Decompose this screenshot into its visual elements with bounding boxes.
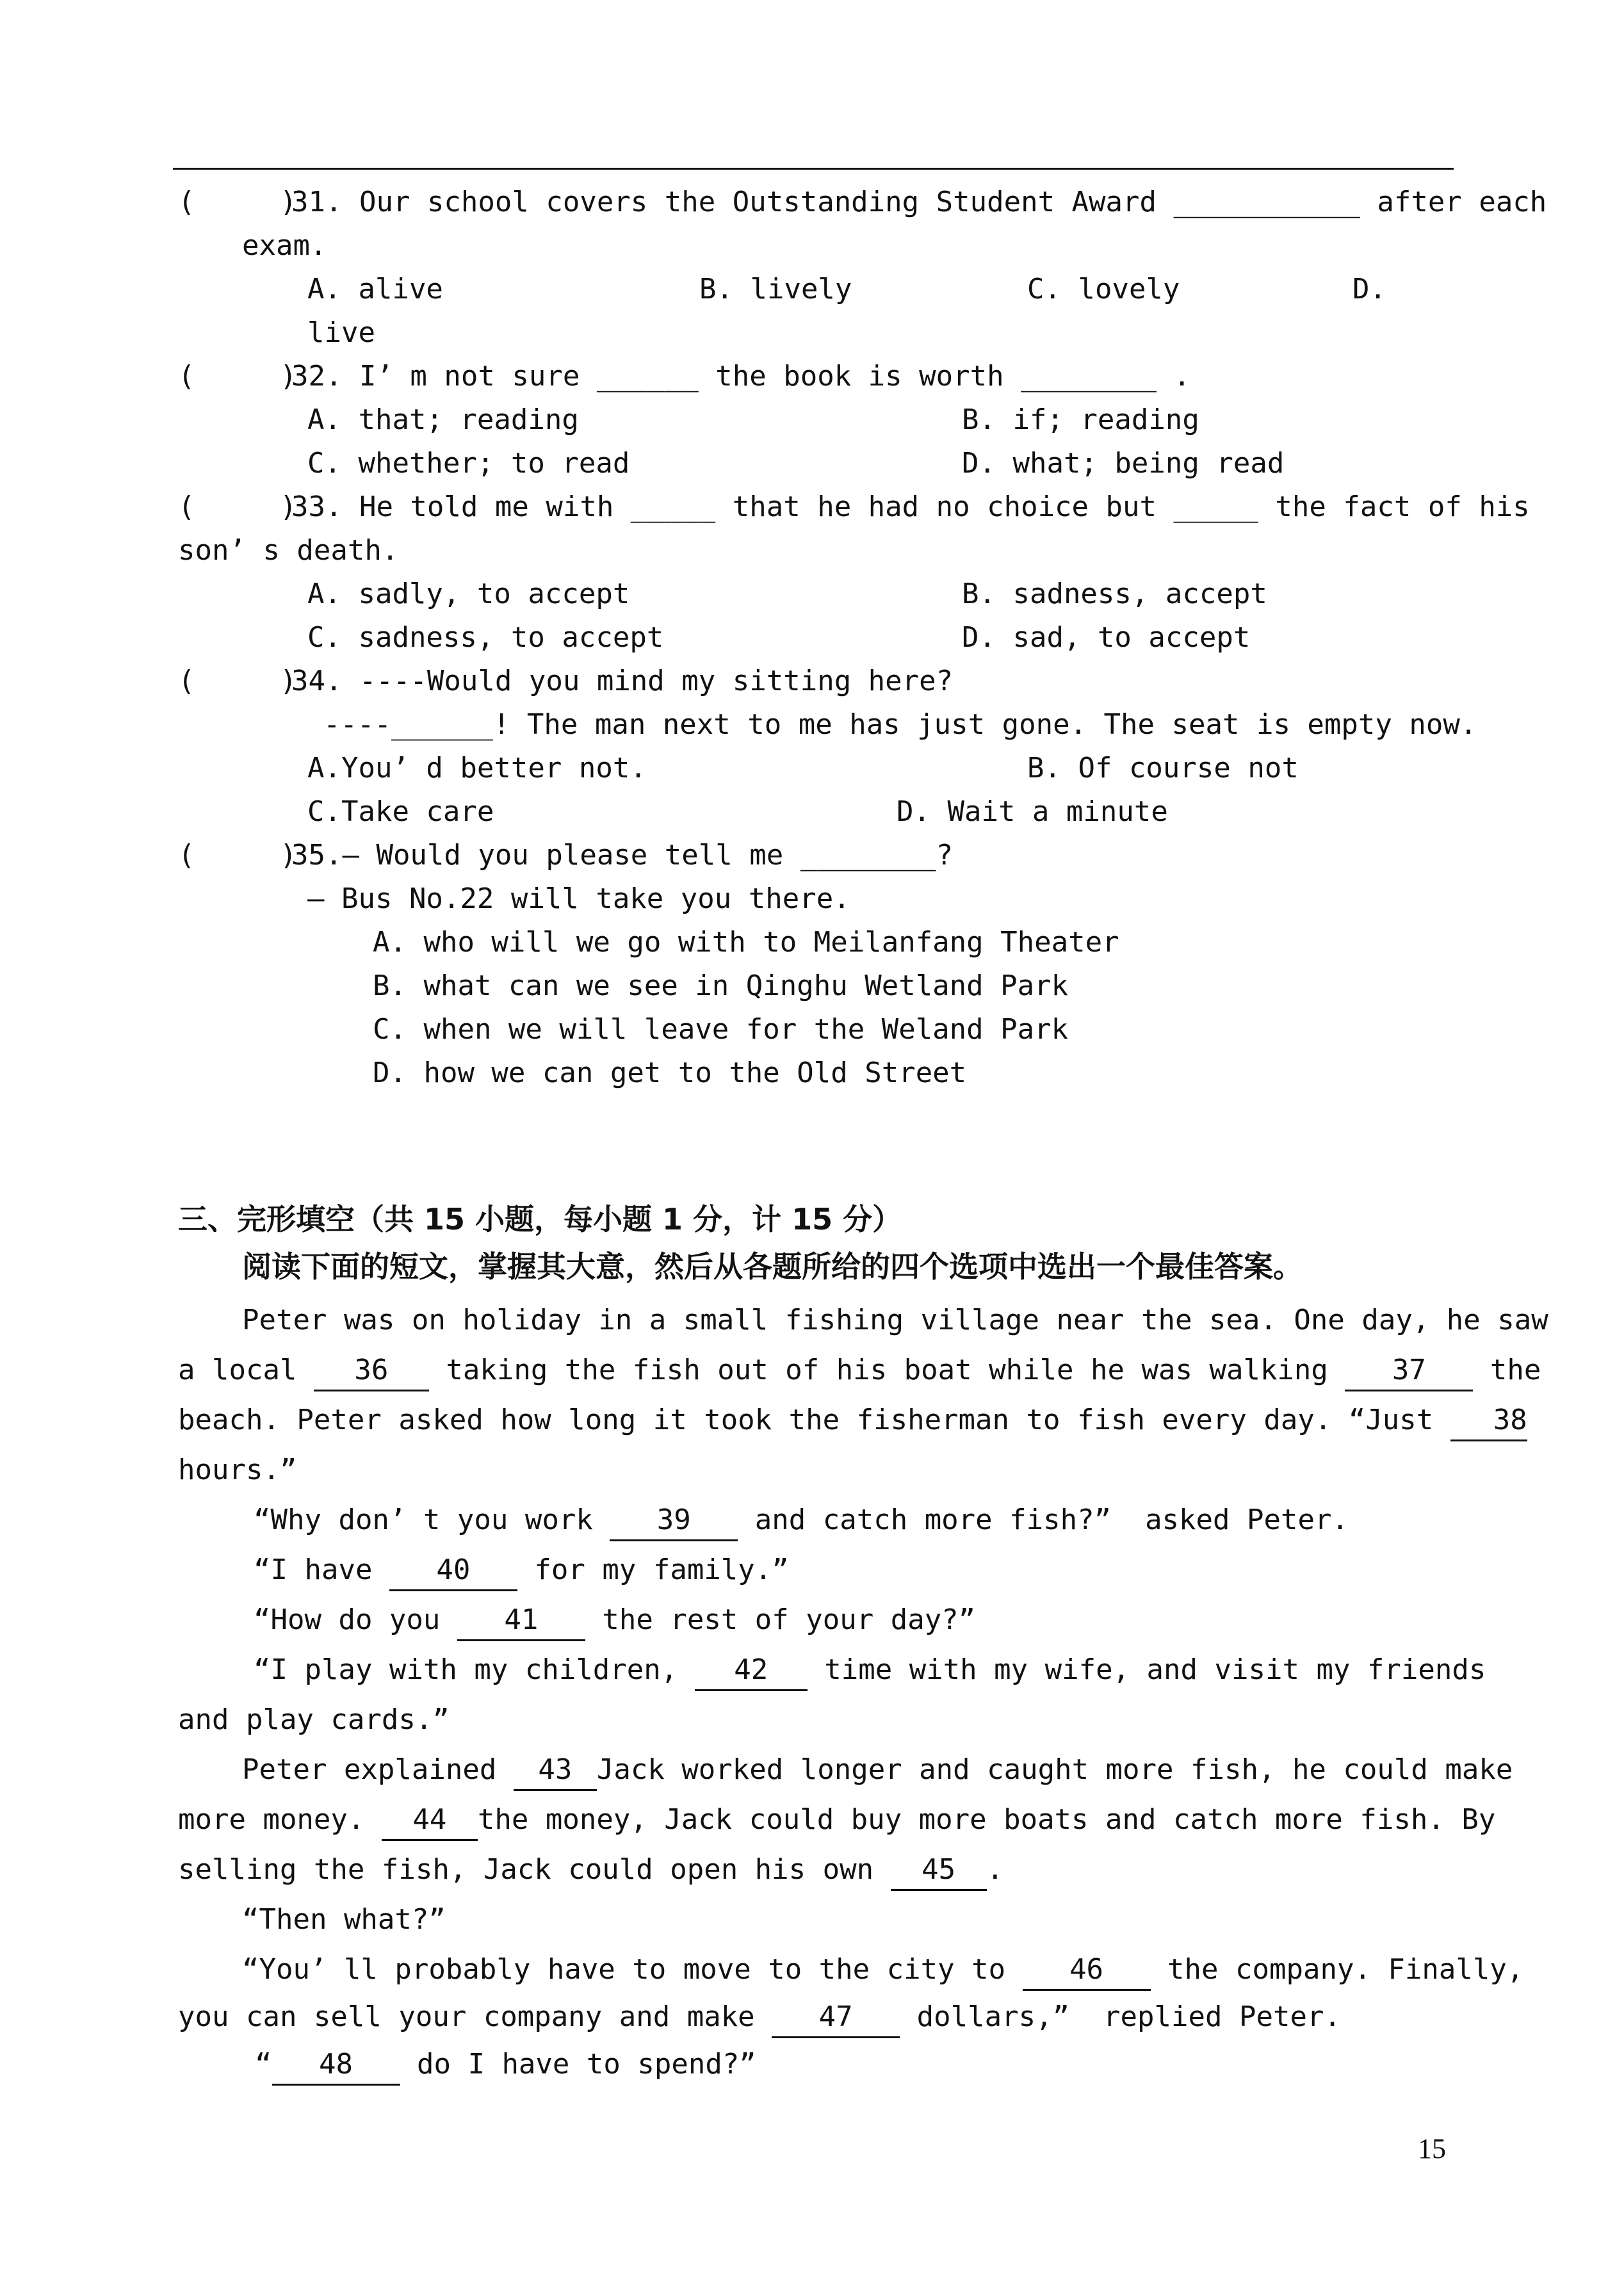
passage-text: “Why don’ t you work — [254, 1504, 610, 1536]
q33-option-c: C. sadness, to accept — [307, 621, 664, 654]
q34-bracket: ( ) — [178, 665, 297, 697]
q33-option-b: B. sadness, accept — [962, 578, 1267, 610]
q32-option-c: C. whether; to read — [307, 447, 630, 480]
passage-line-11 — [178, 1798, 1495, 1842]
q31-stem-a: 31. Our school covers the Outstanding Student Award — [291, 186, 1174, 218]
passage-text: dollars,” replied Peter. — [900, 2000, 1341, 2033]
q35-option-c: C. when we will leave for the Weland Park — [373, 1013, 1069, 1046]
passage-text: for my family.” — [517, 1553, 789, 1586]
blank-46: 46 — [1023, 1950, 1151, 1991]
passage-text: the company. Finally, — [1150, 1953, 1524, 1986]
passage-line-1: Peter was on holiday in a small fishing village near the sea. One day, he saw — [242, 1304, 1548, 1336]
passage-line-3 — [178, 1399, 1527, 1442]
passage-text: beach. Peter asked how long it took the fisherman to fish every day. “Just — [178, 1404, 1450, 1436]
q31-option-c: C. lovely — [1027, 273, 1180, 305]
passage-text: Jack worked longer and caught more fish, he could make — [596, 1753, 1513, 1786]
q35-option-b: B. what can we see in Qinghu Wetland Park — [373, 969, 1069, 1002]
q31-stem-b: after each — [1360, 186, 1547, 218]
q33-stem-cont: son’ s death. — [178, 534, 399, 567]
passage-text: and catch more fish?” asked Peter. — [738, 1504, 1349, 1536]
passage-line-9: and play cards.” — [178, 1703, 450, 1736]
passage-text: “I play with my children, — [254, 1653, 695, 1686]
q32-bracket: ( ) — [178, 360, 297, 393]
passage-line-6 — [254, 1548, 789, 1592]
passage-text: the — [1473, 1354, 1541, 1386]
q32-stem: 32. I’ m not sure ______ the book is worth ________ . — [291, 360, 1190, 393]
passage-line-16 — [255, 2043, 756, 2086]
q31-stem — [291, 181, 1547, 224]
passage-text: the money, Jack could buy more boats and catch more fish. By — [477, 1803, 1496, 1836]
passage-text: “I have — [254, 1553, 389, 1586]
q35-option-a: A. who will we go with to Meilanfang Theater — [373, 926, 1119, 959]
q33-option-d: D. sad, to accept — [962, 621, 1251, 654]
blank-39: 39 — [610, 1501, 738, 1541]
passage-text: the rest of your day?” — [585, 1603, 976, 1636]
passage-line-4: hours.” — [178, 1454, 297, 1486]
blank-37: 37 — [1345, 1351, 1473, 1391]
passage-text: more money. — [178, 1803, 382, 1836]
section3-instruction: 阅读下面的短文，掌握其大意，然后从各题所给的四个选项中选出一个最佳答案。 — [242, 1249, 1303, 1284]
q32-option-d: D. what; being read — [962, 447, 1285, 480]
q31-option-a: A. alive — [307, 273, 443, 305]
q35-option-d: D. how we can get to the Old Street — [373, 1057, 967, 1089]
q34-option-b: B. Of course not — [1027, 752, 1299, 784]
q34-option-c: C.Take care — [307, 795, 494, 828]
top-rule — [173, 168, 1454, 170]
passage-text: time with my wife, and visit my friends — [807, 1653, 1486, 1686]
blank-47: 47 — [772, 1998, 900, 2038]
q33-bracket: ( ) — [178, 491, 297, 523]
blank-48: 48 — [272, 2045, 400, 2086]
passage-line-12 — [178, 1848, 1003, 1892]
q34-stem: 34. ----Would you mind my sitting here? — [291, 665, 954, 697]
passage-line-8 — [254, 1648, 1486, 1692]
passage-text: Peter explained — [242, 1753, 514, 1786]
q32-option-a: A. that; reading — [307, 403, 579, 436]
passage-line-2 — [178, 1349, 1541, 1392]
passage-text: do I have to spend?” — [400, 2048, 756, 2080]
blank-44: 44 — [382, 1801, 478, 1841]
q31-option-d: D. — [1352, 273, 1386, 305]
q35-reply: — Bus No.22 will take you there. — [307, 882, 850, 915]
blank-45: 45 — [891, 1851, 987, 1891]
q31-bracket: ( ) — [178, 186, 297, 218]
passage-text: taking the fish out of his boat while he was walking — [428, 1354, 1345, 1386]
q31-option-b: B. lively — [699, 273, 852, 305]
blank-38: 38 — [1450, 1401, 1527, 1441]
q35-stem: 35.— Would you please tell me ________? — [291, 839, 954, 872]
q34-option-d: D. Wait a minute — [897, 795, 1168, 828]
q31-blank: ___________ — [1173, 186, 1360, 218]
q31-option-d-cont: live — [307, 316, 375, 349]
passage-text: . — [986, 1853, 1004, 1886]
passage-line-14 — [242, 1948, 1523, 1991]
blank-36: 36 — [314, 1351, 429, 1391]
q31-stem-cont: exam. — [242, 229, 327, 262]
passage-text: “How do you — [254, 1603, 457, 1636]
q35-bracket: ( ) — [178, 839, 297, 872]
passage-text: “You’ ll probably have to move to the city to — [242, 1953, 1023, 1986]
passage-line-10 — [242, 1748, 1513, 1792]
passage-line-13: “Then what?” — [242, 1903, 446, 1936]
passage-line-5 — [254, 1498, 1349, 1542]
passage-text: “ — [255, 2048, 272, 2080]
q34-reply: ----______! The man next to me has just gone. The seat is empty now. — [323, 708, 1477, 741]
q33-stem: 33. He told me with _____ that he had no choice but _____ the fact of his — [291, 491, 1530, 523]
q32-option-b: B. if; reading — [962, 403, 1199, 436]
passage-text: a local — [178, 1354, 314, 1386]
blank-41: 41 — [457, 1601, 585, 1641]
section3-heading: 三、完形填空（共 15 小题，每小题 1 分，计 15 分） — [178, 1202, 902, 1237]
page-number: 15 — [1418, 2133, 1446, 2164]
q34-option-a: A.You’ d better not. — [307, 752, 647, 784]
passage-text: you can sell your company and make — [178, 2000, 772, 2033]
passage-line-7 — [254, 1598, 975, 1642]
q33-option-a: A. sadly, to accept — [307, 578, 630, 610]
blank-43: 43 — [514, 1751, 597, 1791]
blank-42: 42 — [695, 1651, 808, 1691]
passage-text: selling the fish, Jack could open his own — [178, 1853, 891, 1886]
passage-line-15 — [178, 1995, 1341, 2039]
blank-40: 40 — [389, 1551, 517, 1591]
